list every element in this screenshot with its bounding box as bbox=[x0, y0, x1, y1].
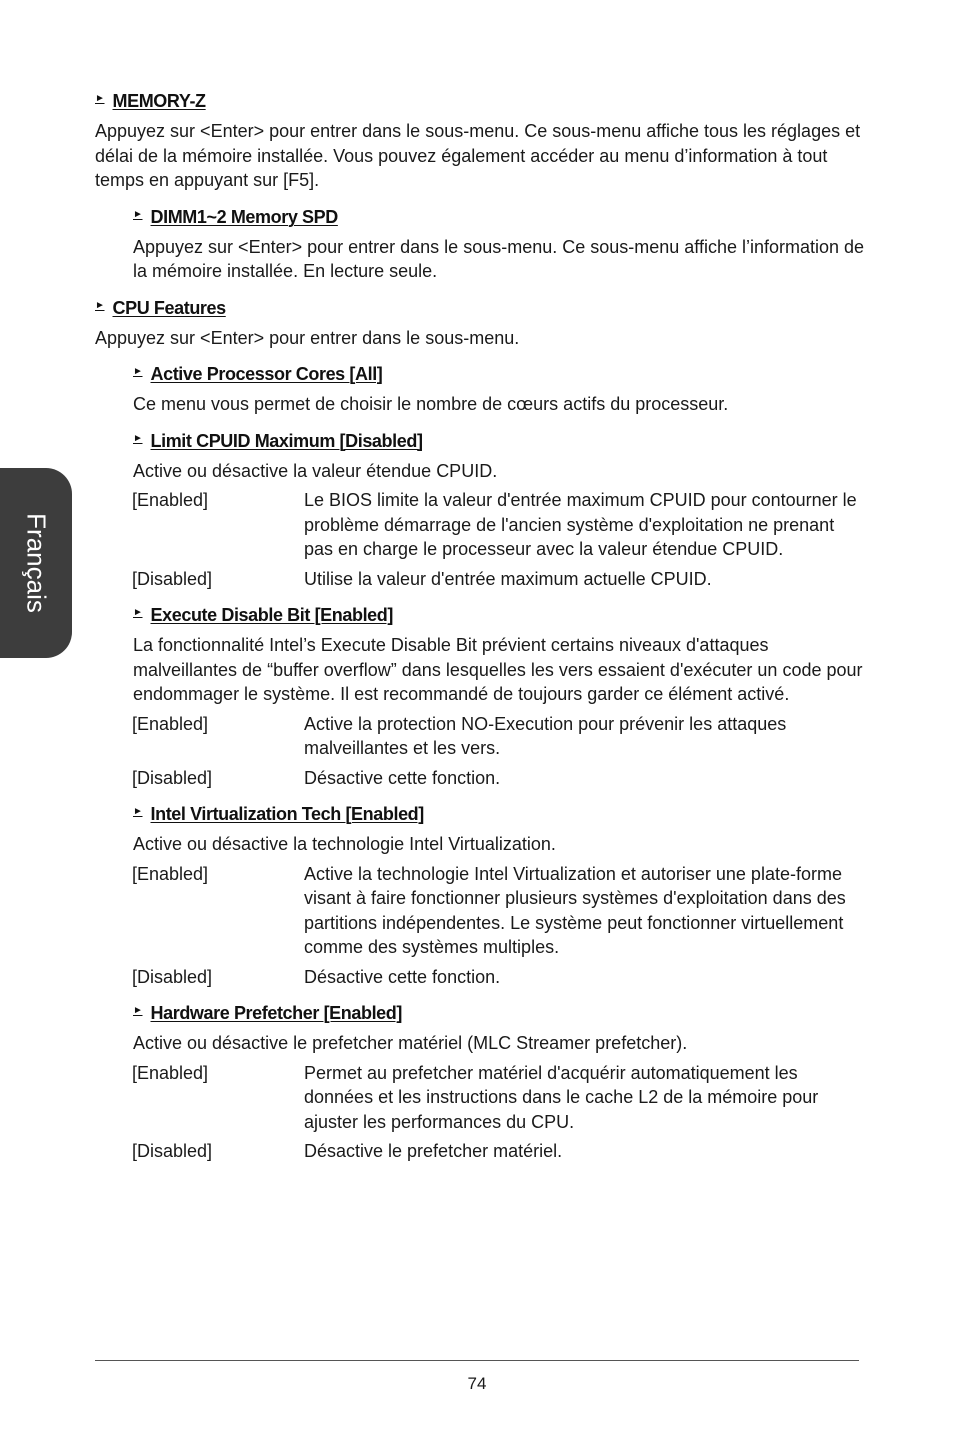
subsection-virtualization bbox=[133, 802, 865, 989]
option-value: Utilise la valeur d'entrée maximum actuelle CPUID. bbox=[304, 568, 712, 589]
section-title: MEMORY-Z bbox=[112, 91, 206, 111]
subsection-description: Active ou désactive la technologie Intel Virtualization. bbox=[133, 834, 556, 854]
subsection-title: Limit CPUID Maximum [Disabled] bbox=[150, 430, 423, 451]
subsection-heading bbox=[133, 362, 865, 386]
subsection-title: Intel Virtualization Tech [Enabled] bbox=[150, 804, 424, 824]
option-key: [Enabled] bbox=[132, 490, 209, 510]
subsection-active-cores bbox=[133, 362, 865, 417]
side-tab-label: Français bbox=[21, 513, 52, 613]
subsection-heading bbox=[133, 1001, 865, 1025]
triangle-bullet-icon: ► bbox=[133, 1005, 143, 1016]
triangle-bullet-icon: ► bbox=[133, 366, 143, 377]
triangle-bullet-icon: ► bbox=[133, 432, 143, 444]
subsection-execute-disable bbox=[133, 603, 865, 790]
option-value: Active la technologie Intel Virtualization et autoriser une plate-forme visant à faire fonctionner plusieurs systèmes d'exploitation dans des partitions indépendentes. Le système peut fonctionner virtuellement comme des systèmes multiples. bbox=[304, 863, 846, 957]
option-key: [Enabled] bbox=[132, 1062, 209, 1083]
option-row bbox=[133, 965, 865, 990]
subsection-dimm-spd bbox=[133, 205, 865, 284]
option-key: [Disabled] bbox=[132, 568, 213, 589]
subsection-title: DIMM1~2 Memory SPD bbox=[150, 206, 338, 227]
page-number: 74 bbox=[467, 1374, 487, 1393]
option-value: Désactive cette fonction. bbox=[304, 966, 501, 987]
option-value: Permet au prefetcher matériel d'acquérir automatiquement les données et les instructions dans le cache L2 de la mémoire pour ajuster les performances du CPU. bbox=[304, 1062, 819, 1132]
subsection-description: La fonctionnalité Intel’s Execute Disable Bit prévient certains niveaux d'attaques malveillantes de “buffer overflow” dans lesquelles les vers essaient d'exécuter un code pour endommager le système. Il est recommandé de toujours garder ce élément activé. bbox=[133, 635, 863, 704]
subsection-description: Active ou désactive le prefetcher matériel (MLC Streamer prefetcher). bbox=[133, 1033, 688, 1053]
subsection-heading bbox=[133, 205, 865, 229]
option-key: [Disabled] bbox=[132, 767, 213, 788]
triangle-bullet-icon: ► bbox=[133, 806, 143, 817]
option-row bbox=[133, 567, 865, 592]
option-key: [Disabled] bbox=[132, 1141, 213, 1161]
triangle-bullet-icon: ► bbox=[95, 93, 105, 104]
option-key: [Disabled] bbox=[132, 966, 213, 987]
subsection-title: Execute Disable Bit [Enabled] bbox=[150, 605, 393, 625]
subsection-limit-cpuid bbox=[133, 429, 865, 592]
triangle-bullet-icon: ► bbox=[133, 208, 143, 220]
section-heading bbox=[95, 89, 865, 113]
option-key: [Enabled] bbox=[132, 863, 209, 884]
subsection-heading bbox=[133, 429, 865, 453]
section-memory-z bbox=[95, 89, 865, 193]
option-row bbox=[133, 766, 865, 791]
section-description: Appuyez sur <Enter> pour entrer dans le sous-menu. Ce sous-menu affiche tous les réglages et délai de la mémoire installée. Vous pouvez également accéder au menu d’information à tout temps en appuyant sur [F5]. bbox=[95, 121, 861, 190]
triangle-bullet-icon: ► bbox=[95, 299, 105, 311]
subsection-title: Active Processor Cores [All] bbox=[150, 364, 383, 384]
option-row bbox=[133, 862, 865, 960]
option-row bbox=[133, 1061, 865, 1135]
manual-content bbox=[95, 89, 865, 1176]
option-key: [Enabled] bbox=[132, 713, 209, 734]
section-heading bbox=[95, 296, 865, 320]
option-row bbox=[133, 1139, 865, 1164]
subsection-description: Ce menu vous permet de choisir le nombre de cœurs actifs du processeur. bbox=[133, 394, 729, 414]
option-value: Le BIOS limite la valeur d'entrée maximum CPUID pour contourner le problème démarrage de l'ancien système d'exploitation ne prenant pas en charge le processeur avec la valeur étendue CPUID. bbox=[304, 490, 857, 559]
subsection-heading bbox=[133, 603, 865, 627]
option-value: Désactive cette fonction. bbox=[304, 767, 501, 788]
subsection-description: Active ou désactive la valeur étendue CPUID. bbox=[133, 460, 498, 481]
language-side-tab bbox=[0, 468, 72, 658]
footer-divider bbox=[95, 1360, 859, 1361]
subsection-heading bbox=[133, 802, 865, 826]
subsection-description: Appuyez sur <Enter> pour entrer dans le sous-menu. Ce sous-menu affiche l’information de la mémoire installée. En lecture seule. bbox=[133, 236, 865, 281]
triangle-bullet-icon: ► bbox=[133, 607, 143, 618]
option-value: Désactive le prefetcher matériel. bbox=[304, 1141, 563, 1161]
option-row bbox=[133, 488, 865, 562]
subsection-hardware-prefetcher bbox=[133, 1001, 865, 1164]
section-cpu-features bbox=[95, 296, 865, 351]
section-description: Appuyez sur <Enter> pour entrer dans le sous-menu. bbox=[95, 327, 520, 348]
subsection-title: Hardware Prefetcher [Enabled] bbox=[150, 1003, 402, 1023]
section-title: CPU Features bbox=[112, 297, 226, 318]
option-value: Active la protection NO-Execution pour prévenir les attaques malveillantes et les vers. bbox=[304, 713, 787, 758]
option-row bbox=[133, 712, 865, 761]
